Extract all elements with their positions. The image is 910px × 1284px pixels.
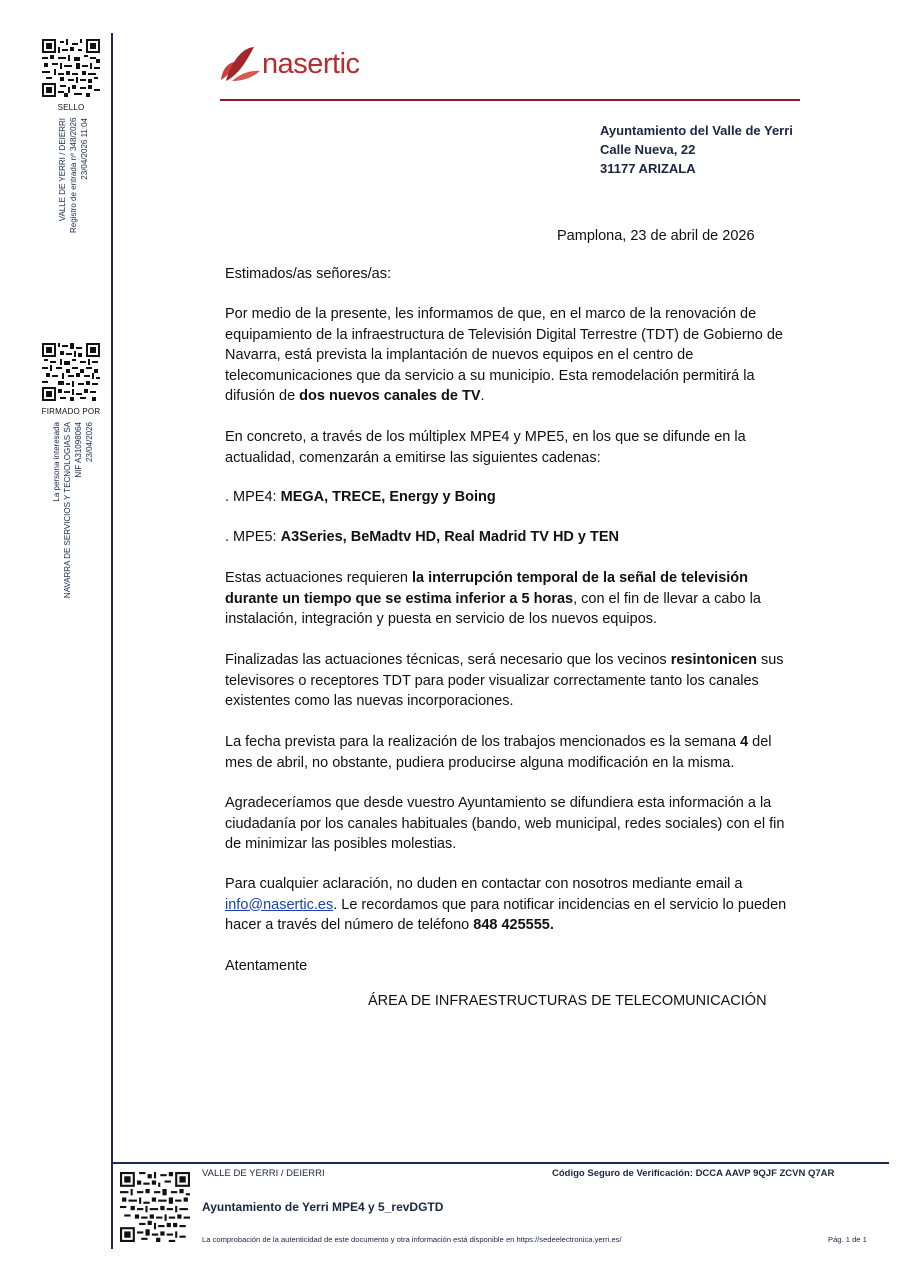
signer-details-text: La persona interesada NAVARRA DE SERVICIOS Y TECNOLOGIAS SA NIF A31098064 23/04/2026 [52, 422, 94, 599]
page-number: Pág. 1 de 1 [828, 1235, 867, 1244]
seal-qr-code [42, 39, 100, 97]
footer-rule [112, 1162, 889, 1164]
header-rule [220, 99, 800, 101]
closing: Atentamente [225, 958, 308, 974]
paragraph-dissemination: Agradeceríamos que desde vuestro Ayuntamiento se difundiera esta información a la ciudadanía por los canales habituales (bando, web municipal, redes sociales) con el fin de minimizar las posibles molestias. [225, 795, 785, 852]
signature-department: ÁREA DE INFRAESTRUCTURAS DE TELECOMUNICACIÓN [368, 993, 767, 1009]
signed-by-label: FIRMADO POR [41, 407, 101, 416]
seal-label: SELLO [57, 103, 85, 112]
greeting: Estimados/as señores/as: [225, 266, 392, 282]
list-item-mpe4: . MPE4: MEGA, TRECE, Energy y Boing [225, 489, 496, 505]
paragraph-schedule: La fecha prevista para la realización de los trabajos mencionados es la semana 4 del mes de abril, no obstante, pudiera producirse alguna modificación en la misma. [225, 734, 772, 771]
footer-entity: VALLE DE YERRI / DEIERRI [202, 1168, 325, 1179]
verification-code: Código Seguro de Verificación: DCCA AAVP 9QJF ZCVN Q7AR [552, 1168, 835, 1179]
letter-date: Pamplona, 23 de abril de 2026 [557, 228, 755, 244]
recipient-address [600, 121, 793, 178]
brand-logo-text: nasertic [262, 48, 360, 80]
seal-registry-text: VALLE DE YERRI / DEIERRI Registro de entrada nº 348/2026 23/04/2026 11:04 [58, 117, 89, 233]
recipient-city: 31177 ARIZALA [600, 161, 696, 176]
paragraph-intro: Por medio de la presente, les informamos de que, en el marco de la renovación de equipamiento de la infraestructura de Televisión Digital Terrestre (TDT) de Gobierno de Navarra, está prevista la implantación de nuevos equipos en el centro de telecomunicaciones que da servicio a su municipio. Esta remodelación permitirá la difusión de dos nuevos canales de TV. [225, 306, 783, 404]
nasertic-logo-mark [218, 44, 262, 84]
paragraph-retune: Finalizadas las actuaciones técnicas, será necesario que los vecinos resintonicen sus televisores o receptores TDT para poder visualizar correctamente tanto los canales existentes como las nuevas incorporaciones. [225, 652, 784, 709]
email-link[interactable]: info@nasertic.es [225, 896, 334, 913]
recipient-street: Calle Nueva, 22 [600, 142, 696, 157]
paragraph-contact: Para cualquier aclaración, no duden en contactar con nosotros mediante email a info@nasertic.es. Le recordamos que para notificar incidencias en el servicio lo pueden hacer a través del número de teléfono 848 425555. [225, 876, 787, 933]
list-item-mpe5: . MPE5: A3Series, BeMadtv HD, Real Madrid TV HD y TEN [225, 529, 620, 545]
phone-number: 848 425555. [473, 917, 554, 933]
verification-note: La comprobación de la autenticidad de este documento y otra información está disponible en https://sedeelectronica.yerri.es/ [202, 1235, 622, 1244]
verification-qr-code [120, 1172, 190, 1242]
paragraph-interruption: Estas actuaciones requieren la interrupción temporal de la señal de televisión durante un tiempo que se estima inferior a 5 horas, con el fin de llevar a cabo la instalación, integración y puesta en servicio de los nuevos equipos. [225, 570, 761, 627]
document-title: Ayuntamiento de Yerri MPE4 y 5_revDGTD [202, 1200, 444, 1214]
signature-qr-code [42, 343, 100, 401]
paragraph-multiplex: En concreto, a través de los múltiplex MPE4 y MPE5, en los que se difunde en la actualidad, comenzarán a emitirse las siguientes cadenas: [225, 429, 746, 466]
margin-rule [111, 33, 113, 1249]
recipient-name: Ayuntamiento del Valle de Yerri [600, 123, 793, 138]
